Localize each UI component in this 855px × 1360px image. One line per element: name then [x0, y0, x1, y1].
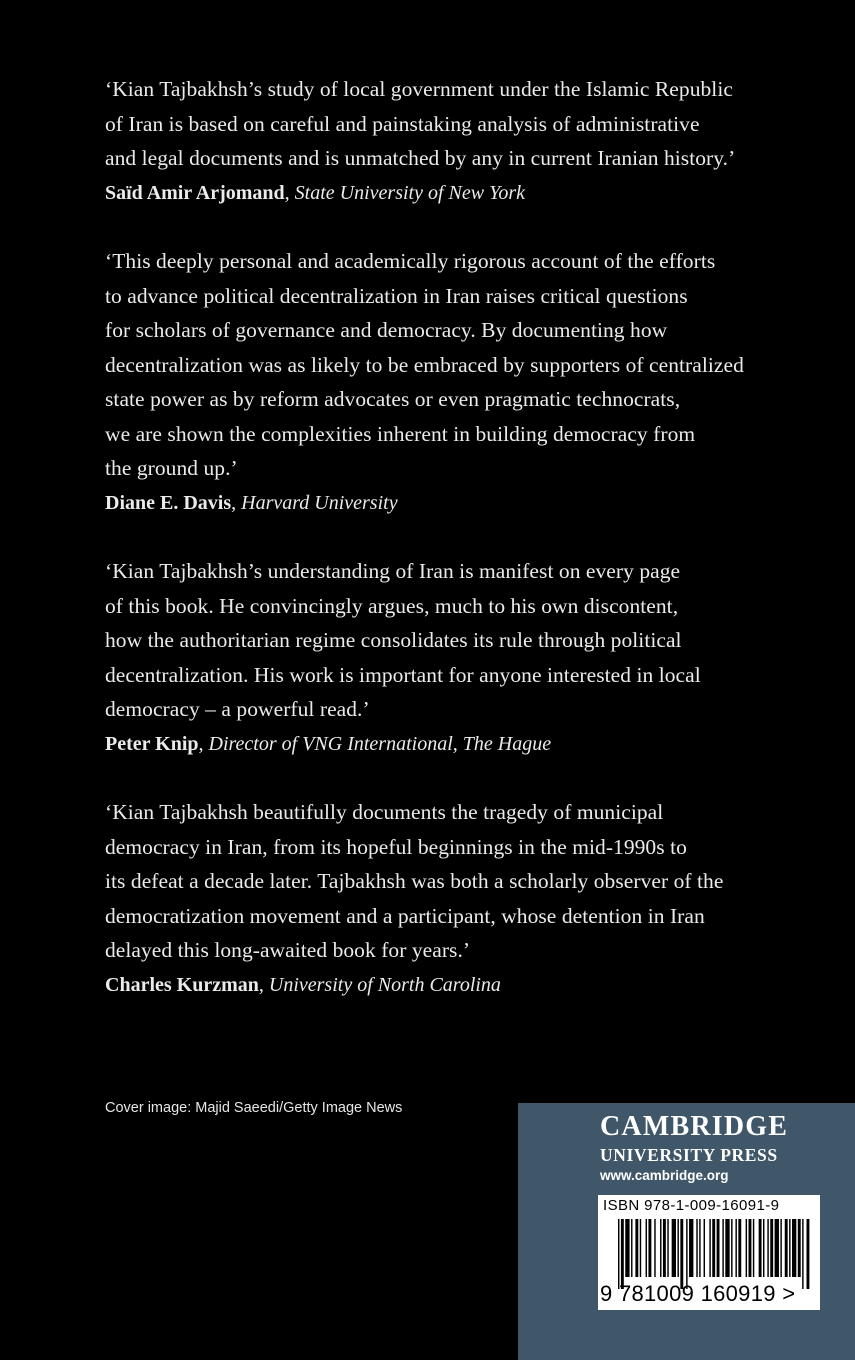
barcode-bar	[672, 1219, 676, 1277]
endorsement-quote: ‘Kian Tajbakhsh beautifully documents the tragedy of municipal democracy in Iran, from its hopeful beginnings in the mid-1990s to its defeat a decade later. Tajbakhsh was both a scholarly observer of the democratization movement and a participant, whose detention in Iran delayed this long-awaited book for years.’	[105, 800, 724, 962]
endorsement-attribution: Charles Kurzman, University of North Carolina	[105, 973, 501, 996]
barcode-bar	[712, 1219, 715, 1277]
barcode-bar	[717, 1219, 720, 1277]
barcode-bar	[640, 1219, 641, 1277]
barcode-bar	[621, 1219, 624, 1289]
publisher-logo-name: CAMBRIDGE	[600, 1111, 789, 1142]
barcode-bar	[722, 1219, 723, 1277]
isbn-label: ISBN 978-1-009-16091-9	[603, 1197, 780, 1214]
endorser-affiliation: State University of New York	[294, 181, 526, 204]
barcode-bar	[635, 1219, 638, 1277]
cover-image-credit: Cover image: Majid Saeedi/Getty Image News	[105, 1100, 403, 1116]
endorser-affiliation: Director of VNG International, The Hague	[208, 732, 552, 755]
endorsement-quote: ‘Kian Tajbakhsh’s understanding of Iran is manifest on every page of this book. He convincingly argues, much to his own discontent, how the authoritarian regime consolidates its rule through political decentralization. His work is important for anyone interested in local democracy – a powerful read.’	[105, 559, 701, 721]
barcode-bar	[646, 1219, 647, 1277]
barcode-bar	[785, 1219, 788, 1277]
barcode-bar	[789, 1219, 790, 1277]
barcode-bar	[660, 1219, 661, 1277]
barcode-bar	[618, 1219, 619, 1289]
endorser-name: Charles Kurzman	[105, 973, 259, 996]
endorsement-4	[105, 795, 805, 1002]
endorsements	[105, 72, 805, 1036]
barcode-bar	[631, 1219, 632, 1277]
publisher-url: www.cambridge.org	[600, 1168, 729, 1183]
barcode-bar	[731, 1219, 732, 1277]
barcode-bar	[798, 1219, 801, 1277]
endorser-name: Peter Knip	[105, 732, 199, 755]
barcode-bar	[749, 1219, 752, 1277]
barcode-bar	[767, 1219, 768, 1277]
endorser-name: Diane E. Davis	[105, 491, 232, 514]
barcode-bar	[807, 1219, 810, 1289]
endorsement-attribution: Saïd Amir Arjomand, State University of New York	[105, 181, 526, 204]
barcode-bar	[686, 1219, 687, 1289]
barcode-bar	[725, 1219, 729, 1277]
barcode-bar	[704, 1219, 705, 1277]
barcode-bar	[759, 1219, 762, 1277]
barcode-bar	[780, 1219, 781, 1277]
barcode-bar	[654, 1219, 655, 1277]
barcode-bar	[689, 1219, 693, 1277]
endorsement-quote: ‘This deeply personal and academically rigorous account of the efforts to advance political decentralization in Iran raises critical questions for scholars of governance and democracy. By documenting how decentralization was as likely to be embraced by supporters of centralized state power as by reform advocates or even pragmatic technocrats, we are shown the complexities inherent in building democracy from the ground up.’	[105, 249, 744, 480]
barcode-bar	[735, 1219, 736, 1277]
barcode-bar	[770, 1219, 773, 1277]
barcode-bar	[680, 1219, 683, 1289]
barcode-bar	[667, 1219, 668, 1277]
endorsement-1	[105, 72, 805, 210]
barcode-bar	[648, 1219, 651, 1277]
endorsement-attribution: Diane E. Davis, Harvard University	[105, 491, 398, 514]
barcode-bar	[677, 1219, 678, 1277]
isbn-barcode	[598, 1195, 820, 1310]
endorser-name: Saïd Amir Arjomand	[105, 181, 285, 204]
barcode-bar	[763, 1219, 764, 1277]
barcode-bar	[802, 1219, 803, 1289]
publisher-panel	[518, 1103, 855, 1360]
barcode-bar	[738, 1219, 741, 1277]
barcode-bar	[746, 1219, 747, 1277]
barcode-bar	[663, 1219, 666, 1277]
endorser-affiliation: Harvard University	[241, 491, 398, 514]
endorser-affiliation: University of North Carolina	[268, 973, 501, 996]
barcode-bar	[709, 1219, 710, 1277]
barcode-bar	[792, 1219, 796, 1277]
endorsement-3	[105, 554, 805, 761]
endorsement-attribution: Peter Knip, Director of VNG International, The Hague	[105, 732, 552, 755]
endorsement-quote: ‘Kian Tajbakhsh’s study of local government under the Islamic Republic of Iran is based on careful and painstaking analysis of administrative and legal documents and is unmatched by any in current Iranian history.’	[105, 77, 736, 170]
barcode-bar	[699, 1219, 700, 1277]
barcode-bar	[753, 1219, 754, 1277]
barcode-bar	[696, 1219, 697, 1277]
barcode-bar	[775, 1219, 779, 1277]
barcode-digits: 9 781009 160919 >	[600, 1281, 796, 1306]
publisher-logo-subname: UNIVERSITY PRESS	[600, 1145, 778, 1165]
endorsement-2	[105, 244, 805, 520]
barcode-bar	[625, 1219, 629, 1277]
